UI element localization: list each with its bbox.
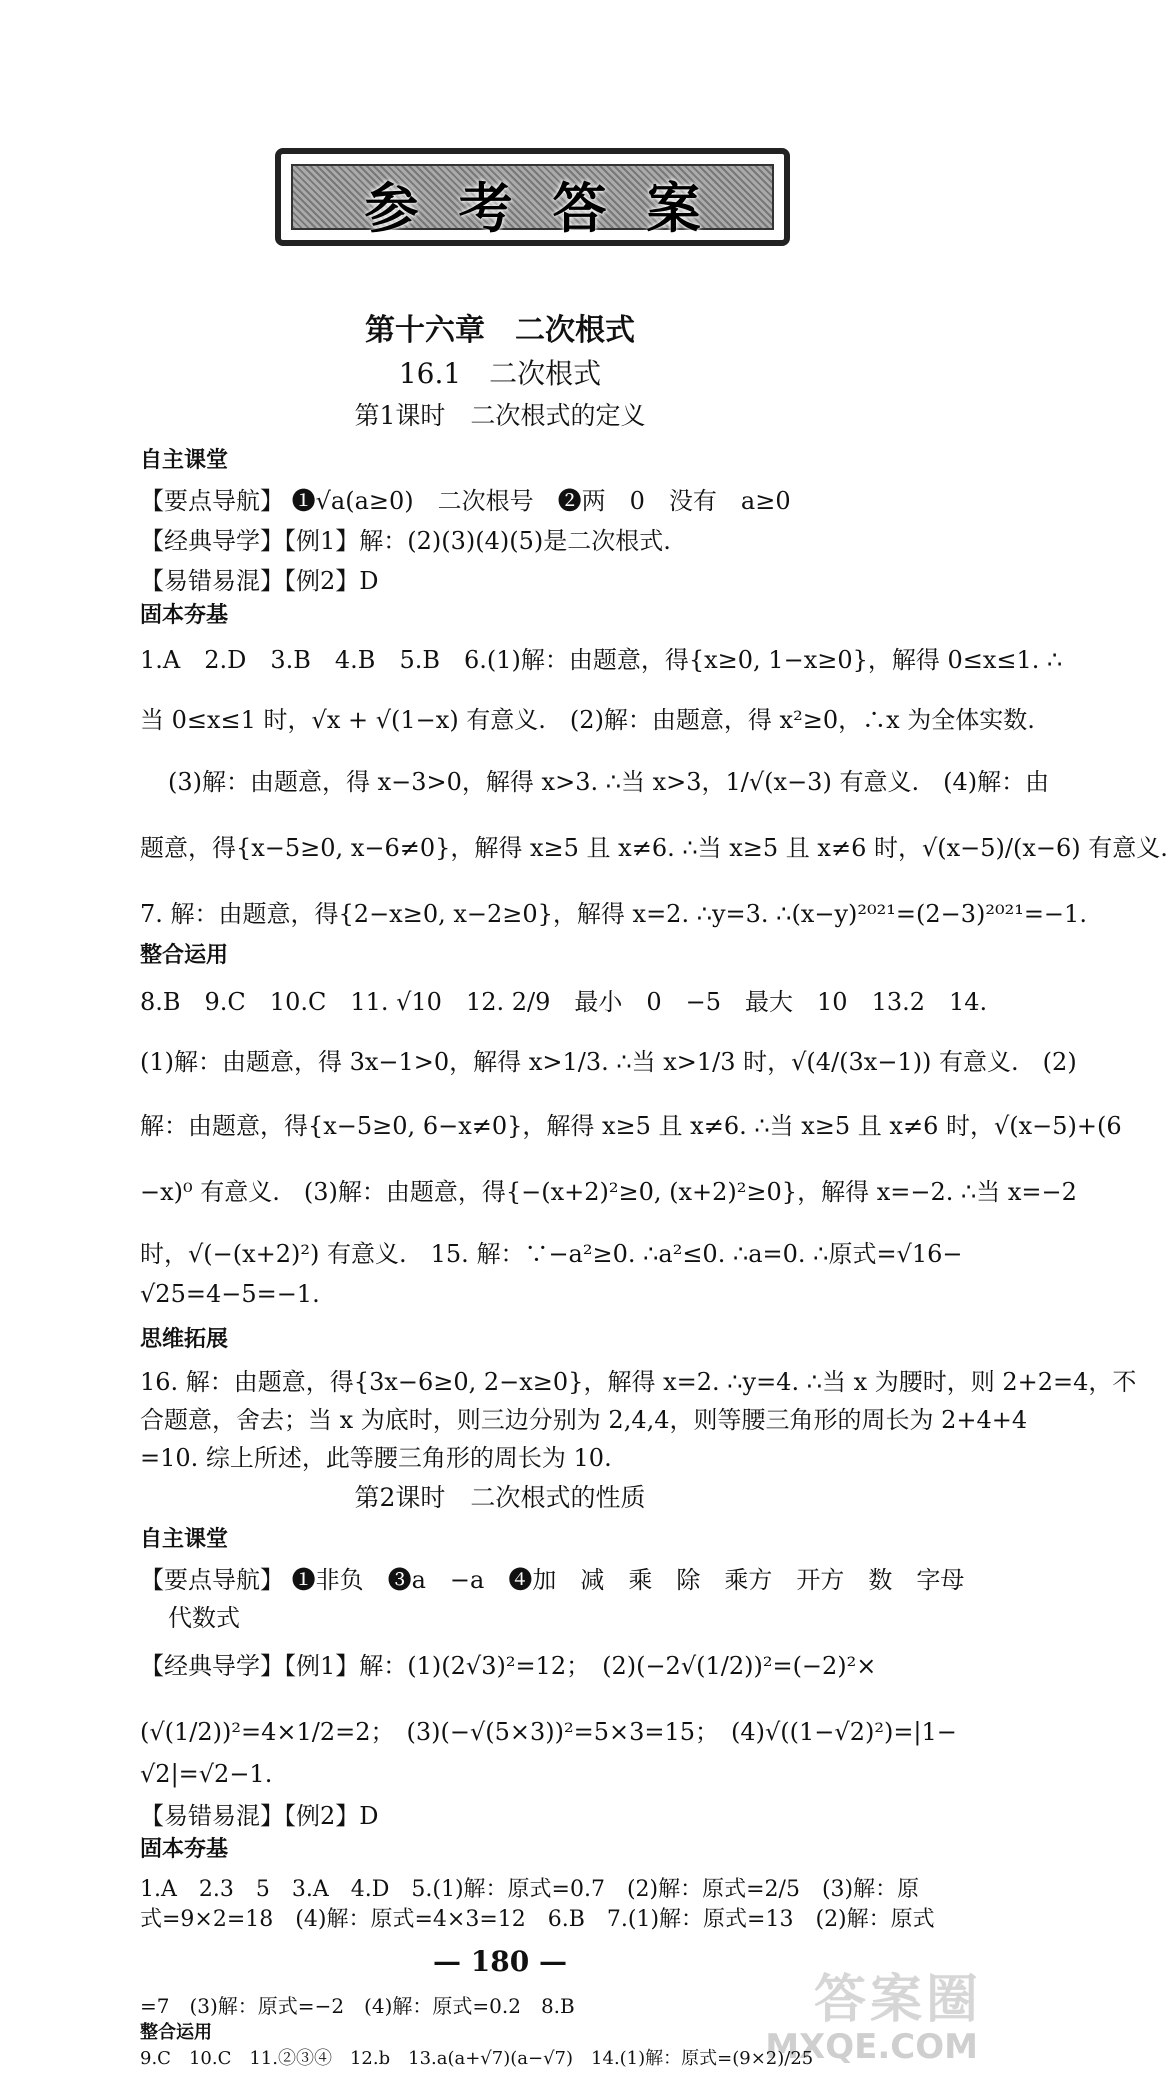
heading-guben: 固本夯基 (140, 603, 229, 628)
watermark-url: MXQE.COM (765, 2027, 978, 2067)
title-banner (275, 148, 790, 246)
zhenghe-line-3: 解：由题意，得{x−5≥0, 6−x≠0}，解得 x≥5 且 x≠6. ∴当 x≥5 且 x≠6 时，√(x−5)+(6 (140, 1112, 1122, 1140)
guben-line-1: 1.A 2.D 3.B 4.B 5.B 6.(1)解：由题意，得{x≥0, 1−x≥0}，解得 0≤x≤1. ∴ (140, 646, 1063, 674)
zhenghe-line-1: 8.B 9.C 10.C 11. √10 12. 2/9 最小 0 −5 最大 10 13.2 14. (140, 988, 988, 1016)
heading-zizhu: 自主课堂 (140, 448, 229, 473)
jingdian-line: 【经典导学】【例1】解：(2)(3)(4)(5)是二次根式. (140, 527, 671, 555)
jingdian2-line-1: 【经典导学】【例1】解：(1)(2√3)²=12； (2)(−2√(1/2))²=(−2)²× (140, 1652, 877, 1680)
yicuo2-line: 【易错易混】【例2】D (140, 1802, 379, 1830)
guben-line-2: 当 0≤x≤1 时，√x + √(1−x) 有意义. (2)解：由题意，得 x²≥0，∴x 为全体实数. (140, 706, 1035, 734)
heading-siwei: 思维拓展 (140, 1327, 229, 1352)
siwei-line-1: 16. 解：由题意，得{3x−6≥0, 2−x≥0}，解得 x=2. ∴y=4. ∴当 x 为腰时，则 2+2=4，不 (140, 1368, 1137, 1396)
jingdian2-line-2: (√(1/2))²=4×1/2=2； (3)(−√(5×3))²=5×3=15； (4)√((1−√2)²)=|1− (140, 1718, 957, 1746)
siwei-line-3: =10. 综上所述，此等腰三角形的周长为 10. (140, 1444, 612, 1472)
banner-title: 参考答案 (364, 177, 741, 240)
guben-line-5: 7. 解：由题意，得{2−x≥0, x−2≥0}，解得 x=2. ∴y=3. ∴(x−y)²⁰²¹=(2−3)²⁰²¹=−1. (140, 900, 1087, 928)
heading-zhenghe-2: 整合运用 (140, 2022, 212, 2043)
zhenghe-line-4: −x)⁰ 有意义. (3)解：由题意，得{−(x+2)²≥0, (x+2)²≥0}，解得 x=−2. ∴当 x=−2 (140, 1178, 1077, 1206)
siwei-line-2: 合题意，舍去；当 x 为底时，则三边分别为 2,4,4，则等腰三角形的周长为 2+4+4 (140, 1406, 1028, 1434)
yaodian-line: 【要点导航】 ❶√a(a≥0) 二次根号 ❷两 0 没有 a≥0 (140, 487, 791, 515)
yaodian2-line-1: 【要点导航】 ❶非负 ❸a −a ❹加 减 乘 除 乘方 开方 数 字母 (140, 1566, 965, 1594)
lesson2-title: 第2课时 二次根式的性质 (354, 1483, 646, 1512)
guben2-line-1: 1.A 2.3 5 3.A 4.D 5.(1)解：原式=0.7 (2)解：原式=2/5 (3)解：原 (140, 1877, 920, 1902)
heading-zizhu-2: 自主课堂 (140, 1527, 229, 1552)
heading-zhenghe: 整合运用 (140, 943, 229, 968)
zhenghe2-line-1: 9.C 10.C 11.②③④ 12.b 13.a(a+√7)(a−√7) 14.(1)解：原式=(9×2)/25 (140, 2048, 814, 2069)
guben-line-4: 题意，得{x−5≥0, x−6≠0}，解得 x≥5 且 x≠6. ∴当 x≥5 且 x≠6 时，√(x−5)/(x−6) 有意义. (140, 834, 1168, 862)
heading-guben-2: 固本夯基 (140, 1837, 229, 1862)
jingdian2-line-3: √2|=√2−1. (140, 1760, 273, 1788)
guben2-line-3: =7 (3)解：原式=−2 (4)解：原式=0.2 8.B (140, 1994, 575, 2018)
guben2-line-2: 式=9×2=18 (4)解：原式=4×3=12 6.B 7.(1)解：原式=13 (2)解：原式 (140, 1907, 935, 1932)
zhenghe-line-2: (1)解：由题意，得 3x−1>0，解得 x>1/3. ∴当 x>1/3 时，√(4/(3x−1)) 有意义. (2) (140, 1048, 1077, 1076)
zhenghe-line-5: 时，√(−(x+2)²) 有意义. 15. 解：∵−a²≥0. ∴a²≤0. ∴a=0. ∴原式=√16− (140, 1240, 963, 1268)
lesson1-title: 第1课时 二次根式的定义 (354, 401, 646, 430)
page-number: — 180 — (433, 1945, 567, 1978)
zhenghe-line-6: √25=4−5=−1. (140, 1280, 320, 1308)
section-title: 16.1 二次根式 (398, 357, 602, 390)
watermark-logo: 答案圈 (813, 1970, 982, 2030)
yaodian2-line-2: 代数式 (168, 1604, 240, 1632)
chapter-title: 第十六章 二次根式 (365, 313, 635, 348)
yicuo-line: 【易错易混】【例2】D (140, 567, 379, 595)
guben-line-3: (3)解：由题意，得 x−3>0，解得 x>3. ∴当 x>3，1/√(x−3) 有意义. (4)解：由 (168, 768, 1050, 796)
